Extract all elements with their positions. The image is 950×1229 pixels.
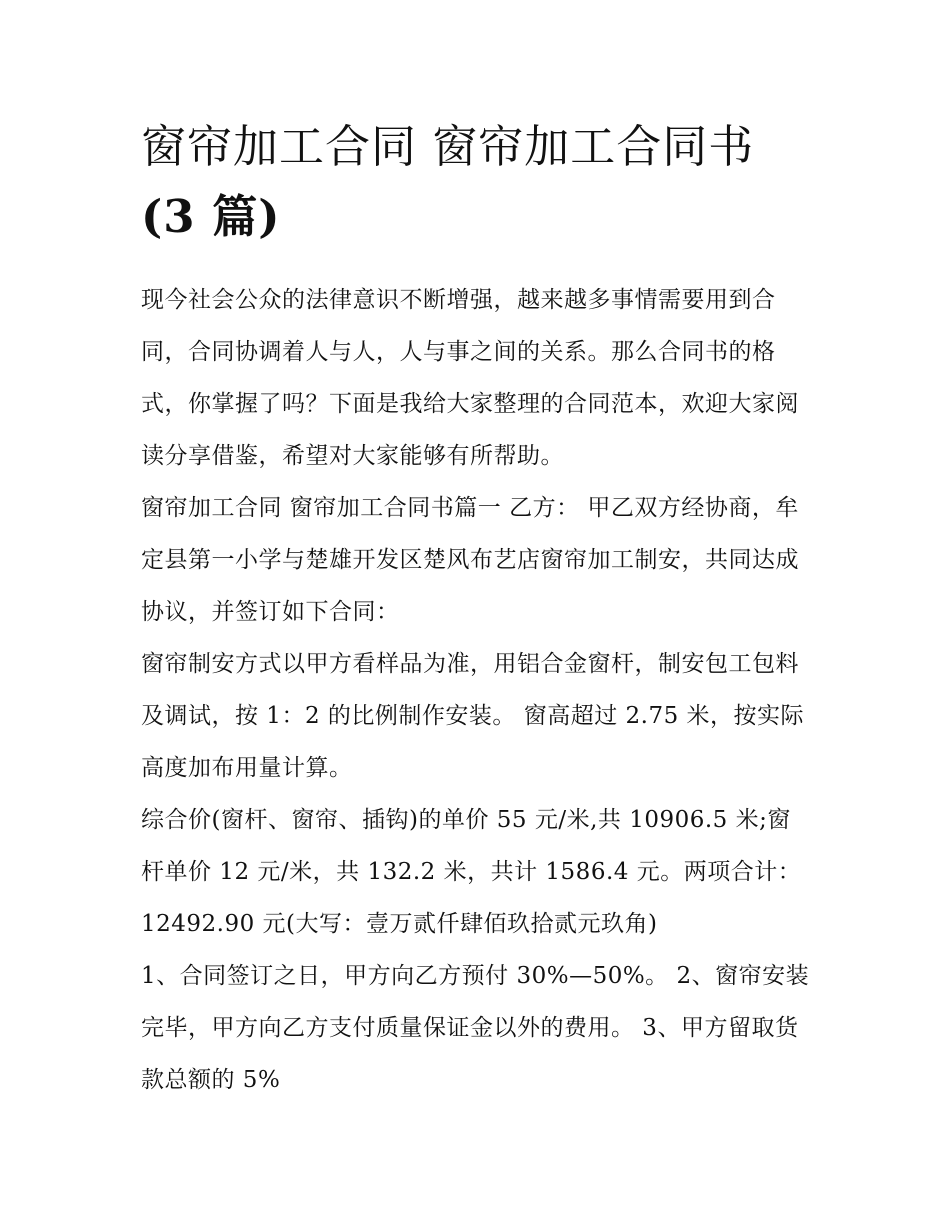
contract-parties-paragraph: 窗帘加工合同 窗帘加工合同书篇一 乙方： 甲乙双方经协商，牟定县第一小学与楚雄开发区楚风布艺店窗帘加工制安，共同达成协议，并签订如下合同： [141,495,799,625]
document-title [141,112,813,252]
pricing-paragraph: 综合价(窗杆、窗帘、插钩)的单价 55 元/米,共 10906.5 米;窗杆单价 12 元/米，共 132.2 米，共计 1586.4 元。两项合计： [141,807,802,885]
installation-method-paragraph: 窗帘制安方式以甲方看样品为准，用铝合金窗杆，制安包工包料及调试，按 1：2 的比例制作安装。 窗高超过 2.75 米，按实际高度加布用量计算。 [141,651,805,781]
title-line-1: 窗帘加工合同 窗帘加工合同书 [141,120,755,173]
payment-terms-paragraph: 1、合同签订之日，甲方向乙方预付 30%—50%。 2、窗帘安装完毕，甲方向乙方支付质量保证金以外的费用。 3、甲方留取货款总额的 5% [141,963,810,1093]
intro-paragraph: 现今社会公众的法律意识不断增强，越来越多事情需要用到合同，合同协调着人与人，人与事之间的关系。那么合同书的格式，你掌握了吗？下面是我给大家整理的合同范本，欢迎大家阅读分享借鉴，希望对大家能够有所帮助。 [141,287,799,469]
document-body [141,112,813,1106]
total-amount-paragraph: 12492.90 元(大写：壹万贰仟肆佰玖拾贰元玖角) [141,911,658,937]
title-line-2: (3 篇) [141,190,281,243]
